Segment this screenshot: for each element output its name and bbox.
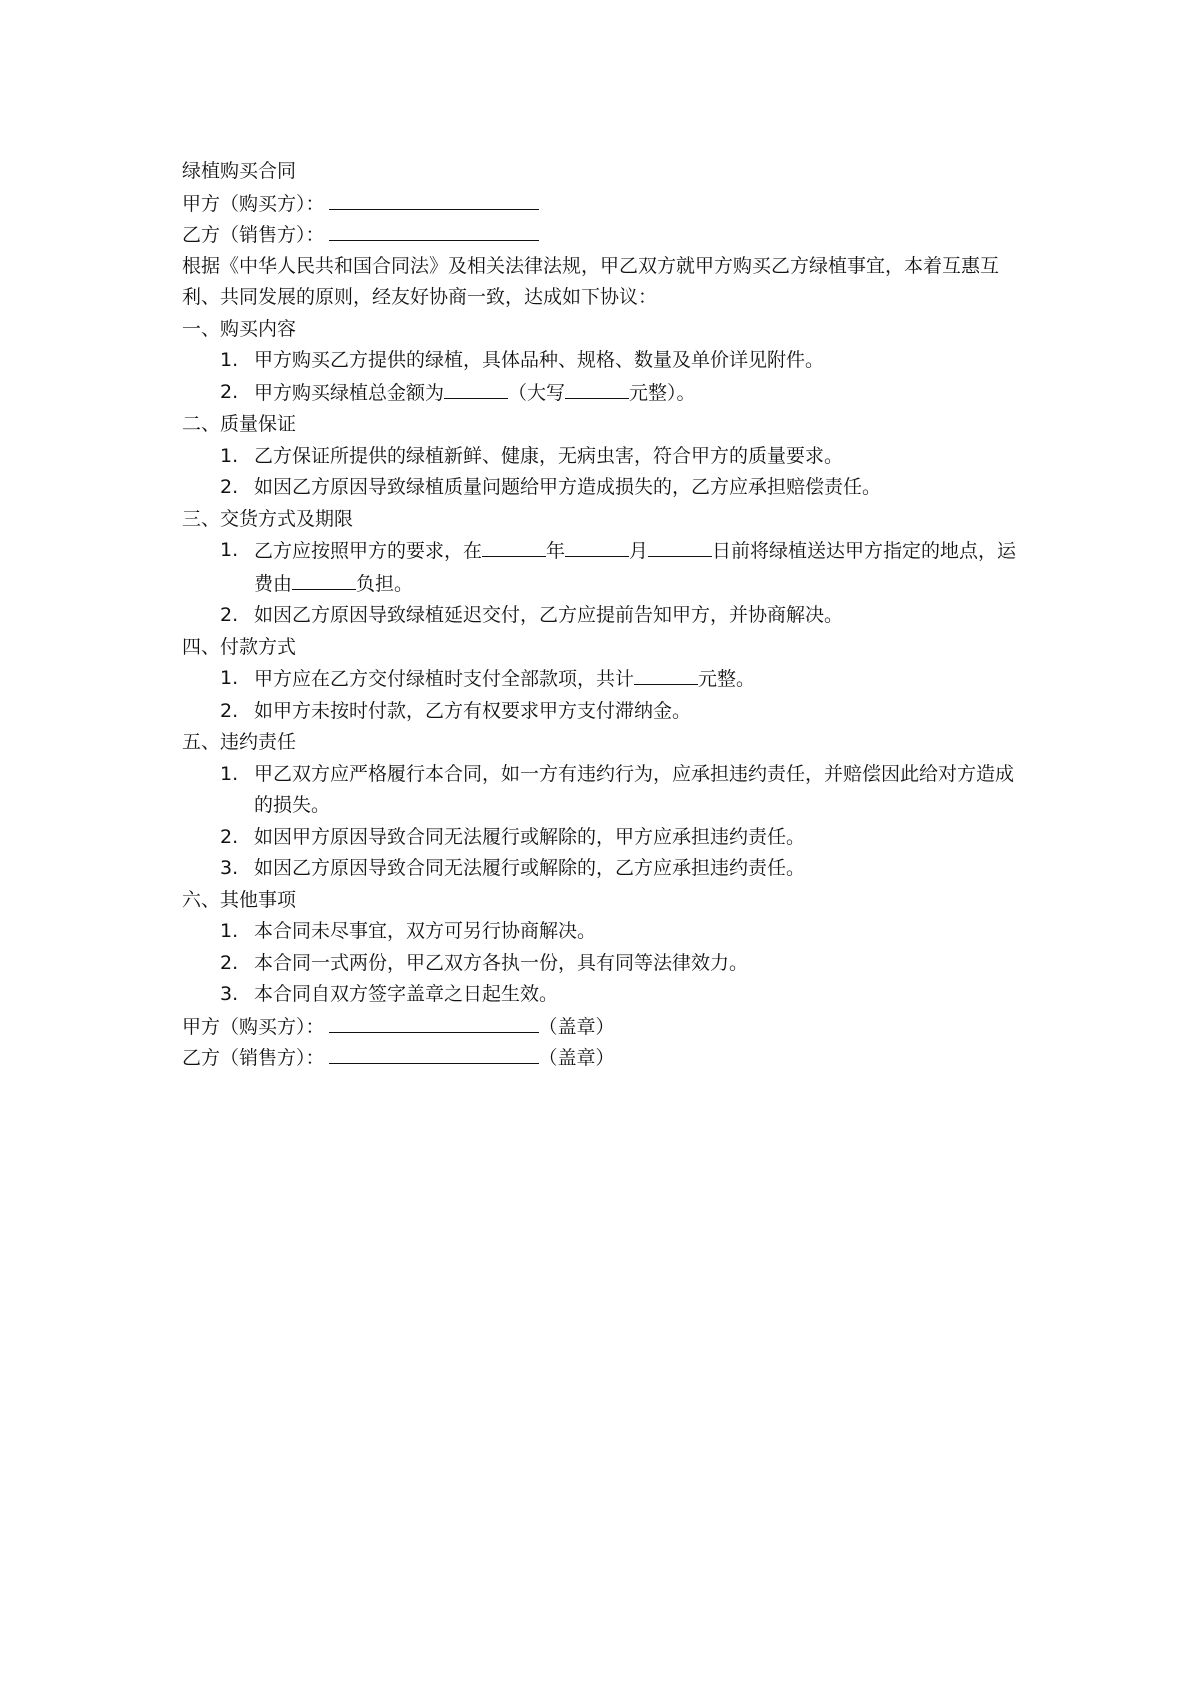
item-number: 1. [220, 444, 239, 467]
signature-party-b [182, 1042, 1022, 1074]
list-item [182, 948, 1022, 980]
party-b-line [182, 219, 1022, 251]
section-heading: 三、交货方式及期限 [182, 507, 354, 530]
item-text: 乙方保证所提供的绿植新鲜、健康，无病虫害，符合甲方的质量要求。 [254, 444, 844, 467]
section-heading: 五、违约责任 [182, 731, 297, 753]
section-heading: 一、购买内容 [182, 317, 297, 340]
party-a-label: 甲方（购买方）： [182, 192, 325, 215]
item-number: 2. [220, 476, 239, 498]
list-item [182, 535, 1022, 600]
month-blank[interactable] [565, 535, 629, 557]
list-item [182, 979, 1022, 1011]
item-text: 甲方应在乙方交付绿植时支付全部款项，共计 [254, 668, 635, 690]
section-heading: 四、付款方式 [182, 635, 297, 658]
item-text: （大写 [508, 381, 566, 404]
item-text: 甲方购买绿植总金额为 [254, 381, 445, 404]
item-text: 如因乙方原因导致绿植质量问题给甲方造成损失的，乙方应承担赔偿责任。 [254, 476, 882, 498]
year-blank[interactable] [482, 535, 546, 557]
item-number: 2. [220, 699, 239, 722]
signature-party-b-label: 乙方（销售方）： [182, 1047, 325, 1069]
contract-document [182, 156, 1022, 1074]
item-text: 负担。 [356, 572, 414, 595]
item-text: 年 [546, 540, 566, 562]
document-title: 绿植购买合同 [182, 160, 297, 182]
item-text: 元整）。 [629, 381, 696, 404]
item-text: 月 [629, 540, 649, 562]
signature-party-a [182, 1011, 1022, 1043]
item-text: 如因乙方原因导致合同无法履行或解除的，乙方应承担违约责任。 [254, 857, 806, 879]
list-item [182, 853, 1022, 885]
item-number: 1. [220, 762, 239, 785]
item-number: 3. [220, 983, 239, 1005]
item-text: 甲方购买乙方提供的绿植，具体品种、规格、数量及单价详见附件。 [254, 349, 825, 371]
seal-note: （盖章） [538, 1047, 615, 1069]
party-b-label: 乙方（销售方）： [182, 224, 325, 246]
amount-in-words-blank[interactable] [565, 377, 629, 399]
item-number: 1. [220, 539, 239, 561]
item-text: 乙方应按照甲方的要求，在 [254, 540, 483, 562]
section-heading: 六、其他事项 [182, 888, 297, 911]
list-item [182, 916, 1022, 948]
item-text: 本合同一式两份，甲乙双方各执一份，具有同等法律效力。 [254, 951, 749, 974]
item-text: 甲乙双方应严格履行本合同，如一方有违约行为，应承担违约责任，并赔偿因此给对方造成的损失。 [254, 762, 1015, 816]
signature-party-a-label: 甲方（购买方）： [182, 1015, 325, 1038]
item-number: 3. [220, 857, 239, 879]
list-item [182, 663, 1022, 696]
preamble: 根据《中华人民共和国合同法》及相关法律法规，甲乙双方就甲方购买乙方绿植事宜，本着互惠互利、共同发展的原则，经友好协商一致，达成如下协议： [182, 254, 1000, 308]
item-text: 本合同自双方签字盖章之日起生效。 [254, 983, 559, 1005]
signature-party-a-blank[interactable] [329, 1011, 539, 1033]
item-text: 本合同未尽事宜，双方可另行协商解决。 [254, 920, 597, 942]
item-number: 2. [220, 951, 239, 974]
list-item [182, 377, 1022, 410]
item-number: 1. [220, 667, 239, 689]
seal-note: （盖章） [538, 1015, 615, 1038]
item-number: 2. [220, 604, 239, 626]
item-text: 元整。 [698, 668, 756, 690]
item-text: 如因乙方原因导致绿植延迟交付，乙方应提前告知甲方，并协商解决。 [254, 604, 844, 626]
payment-total-blank[interactable] [634, 663, 698, 685]
day-blank[interactable] [648, 535, 712, 557]
list-item [182, 345, 1022, 377]
freight-payer-blank[interactable] [292, 568, 356, 590]
item-text: 如甲方未按时付款，乙方有权要求甲方支付滞纳金。 [254, 699, 692, 722]
list-item [182, 696, 1022, 728]
item-text: 日前将绿植送达甲方指定的地点，运费由 [254, 540, 1017, 595]
item-number: 2. [220, 825, 239, 848]
list-item [182, 822, 1022, 854]
item-number: 2. [220, 380, 239, 403]
party-a-blank[interactable] [329, 188, 539, 210]
party-b-blank[interactable] [329, 219, 539, 241]
total-amount-blank[interactable] [444, 377, 508, 399]
list-item [182, 472, 1022, 504]
section-heading: 二、质量保证 [182, 413, 297, 435]
item-text: 如因甲方原因导致合同无法履行或解除的，甲方应承担违约责任。 [254, 825, 806, 848]
item-number: 1. [220, 349, 239, 371]
signature-party-b-blank[interactable] [329, 1042, 539, 1064]
list-item [182, 759, 1022, 822]
list-item [182, 600, 1022, 632]
party-a-line [182, 188, 1022, 220]
item-number: 1. [220, 920, 239, 942]
list-item [182, 441, 1022, 473]
